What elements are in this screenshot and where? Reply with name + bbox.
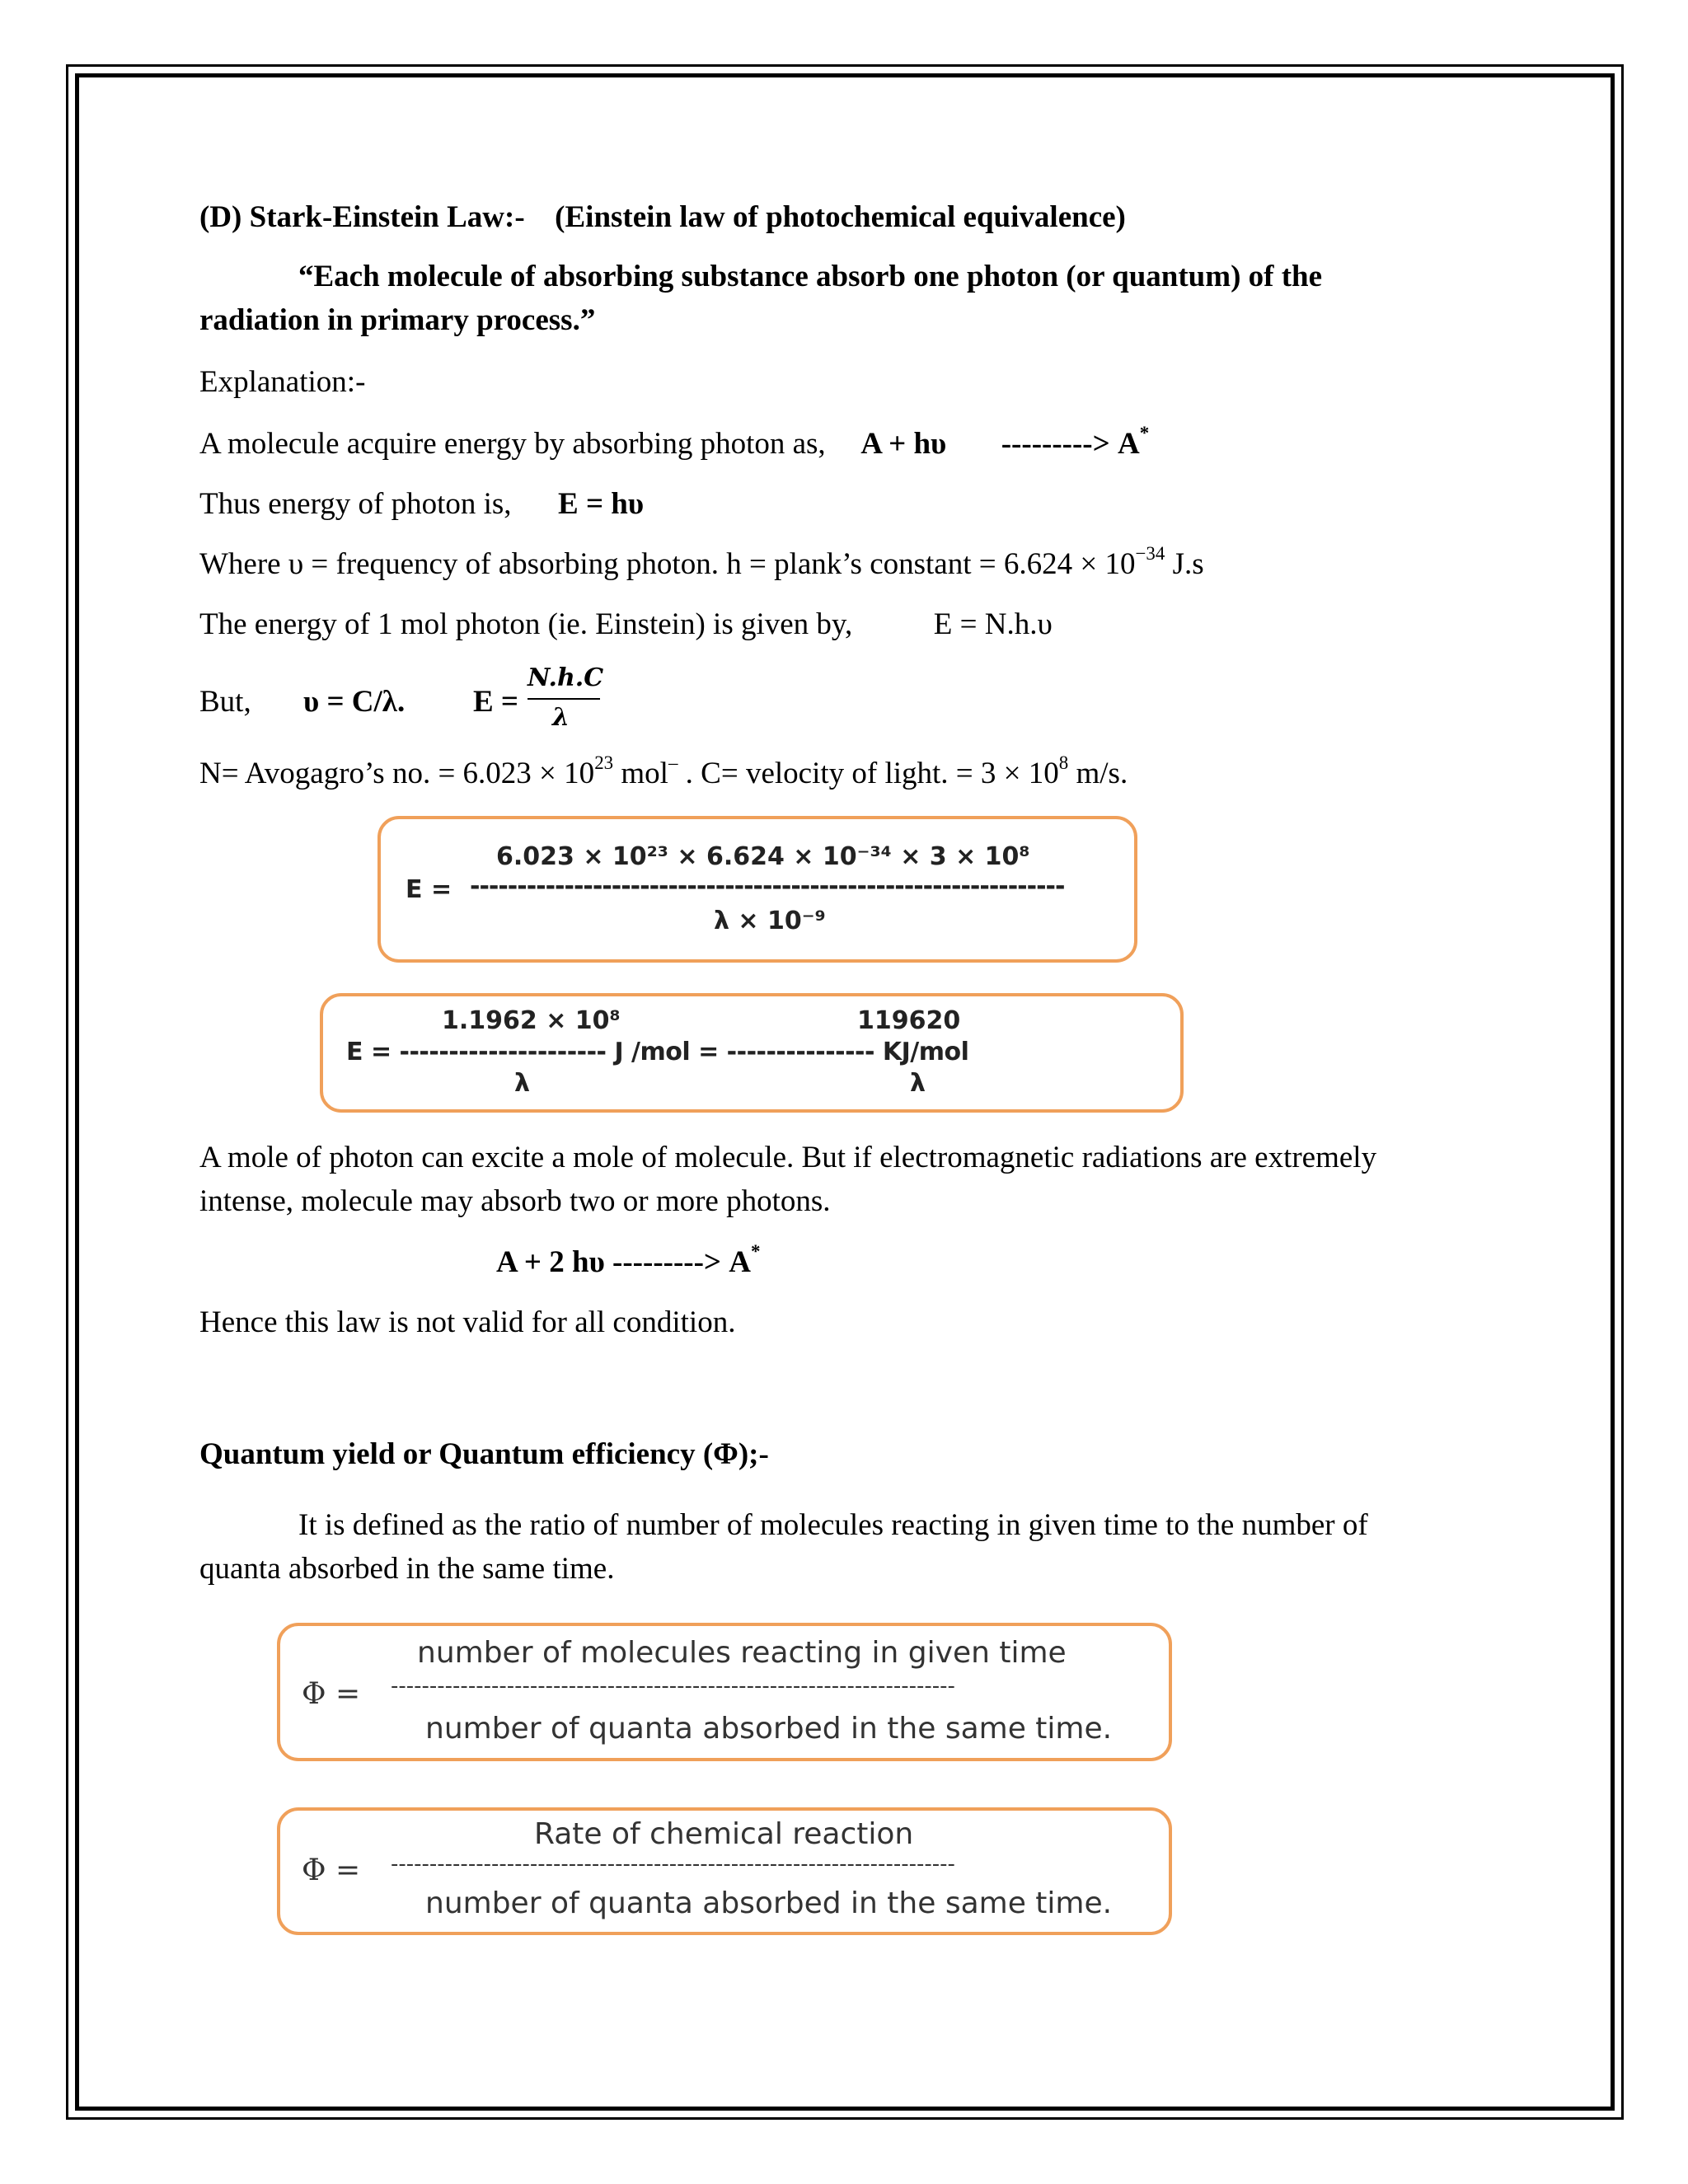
where-text: Where υ = frequency of absorbing photon. h = plank’s constant = 6.624 × 10 <box>199 547 1136 581</box>
nu-relation: υ = C/λ. <box>303 685 406 719</box>
avogadro-exponent: 23 <box>594 752 614 773</box>
e1-fraction-line: --------------------------------------------------------------- <box>470 872 1065 901</box>
e2-numerator-kjmol: 119620 <box>857 1006 961 1035</box>
q1-denominator: number of quanta absorbed in the same time. <box>425 1712 1113 1746</box>
heading-subtitle: (Einstein law of photochemical equivalence) <box>555 200 1126 234</box>
energy-text: Thus energy of photon is, <box>199 487 512 521</box>
e2-denominator-2: λ <box>910 1069 926 1098</box>
section-heading <box>199 199 1126 236</box>
where-unit: J.s <box>1165 547 1204 581</box>
law-statement-line1: “Each molecule of absorbing substance absorb one photon (or quantum) of the <box>298 260 1323 293</box>
energy-eq: E = hυ <box>558 487 645 521</box>
light-exponent: 8 <box>1058 752 1069 773</box>
quantum-definition-line2: quanta absorbed in the same time. <box>199 1552 615 1586</box>
q2-denominator: number of quanta absorbed in the same time. <box>425 1886 1113 1920</box>
avogadro-line <box>199 752 1128 792</box>
fraction-bar <box>528 698 600 700</box>
q1-lhs: Φ = <box>302 1677 361 1711</box>
mol-line <box>199 607 1053 643</box>
energy-line <box>199 486 644 523</box>
energy-formula-box <box>377 816 1137 963</box>
e-equals: E = <box>473 685 519 719</box>
e1-numerator: 6.023 × 10²³ × 6.624 × 10⁻³⁴ × 3 × 10⁸ <box>496 842 1030 871</box>
conclusion-text: Hence this law is not valid for all condition. <box>199 1305 736 1339</box>
q1-numerator: number of molecules reacting in given time <box>417 1636 1067 1670</box>
energy-result-box <box>320 993 1184 1113</box>
excited-star: * <box>1139 422 1150 443</box>
mol-unit: mol <box>613 757 668 790</box>
absorb-text: A molecule acquire energy by absorbing photon as, <box>199 427 826 461</box>
where-line <box>199 542 1204 583</box>
explanation-label: Explanation:- <box>199 365 366 399</box>
mol-eq: E = N.h.υ <box>933 607 1053 641</box>
quantum-definition-line1: It is defined as the ratio of number of molecules reacting in given time to the number of <box>298 1508 1368 1542</box>
heading-title: (D) Stark-Einstein Law:- <box>199 200 525 234</box>
two-photon-equation <box>496 1240 761 1281</box>
light-unit: m/s. <box>1068 757 1128 790</box>
absorb-eq-left: A + hυ <box>860 427 947 461</box>
law-statement-line2: radiation in primary process.” <box>199 303 596 337</box>
q1-fraction-line: ------------------------------------------------------------------------- <box>391 1674 955 1699</box>
fraction-denominator: λ <box>552 703 570 732</box>
q2-fraction-line: ------------------------------------------------------------------------- <box>391 1852 955 1877</box>
q2-lhs: Φ = <box>302 1854 361 1887</box>
quantum-yield-formula-box <box>277 1623 1172 1761</box>
e2-denominator-1: λ <box>514 1069 530 1098</box>
q2-numerator: Rate of chemical reaction <box>534 1817 914 1851</box>
e1-denominator: λ × 10⁻⁹ <box>714 907 826 935</box>
e2-equation-row: E = --------------------- J /mol = --------------- KJ/mol <box>346 1038 969 1066</box>
mol-text: The energy of 1 mol photon (ie. Einstein) is given by, <box>199 607 853 641</box>
mole-paragraph-line2: intense, molecule may absorb two or more photons. <box>199 1184 831 1218</box>
two-photon-text: A + 2 hυ ---------> A <box>496 1245 751 1279</box>
light-velocity-text: . C= velocity of light. = 3 × 10 <box>678 757 1059 790</box>
e2-numerator-jmol: 1.1962 × 10⁸ <box>442 1006 621 1035</box>
absorb-arrow: ---------> A <box>1001 427 1140 461</box>
two-photon-star: * <box>751 1240 761 1262</box>
avogadro-text: N= Avogagro’s no. = 6.023 × 10 <box>199 757 595 790</box>
mole-paragraph-line1: A mole of photon can excite a mole of molecule. But if electromagnetic radiations are extremely <box>199 1141 1377 1174</box>
but-label: But, <box>199 685 251 719</box>
quantum-yield-rate-box <box>277 1807 1172 1935</box>
fraction-numerator: N.h.C <box>528 663 604 692</box>
absorb-line <box>199 422 1150 462</box>
where-exponent: −34 <box>1135 542 1165 564</box>
quantum-yield-heading: Quantum yield or Quantum efficiency (Φ);- <box>199 1437 769 1471</box>
mol-exponent: – <box>668 752 678 773</box>
e1-lhs: E = <box>406 875 452 904</box>
